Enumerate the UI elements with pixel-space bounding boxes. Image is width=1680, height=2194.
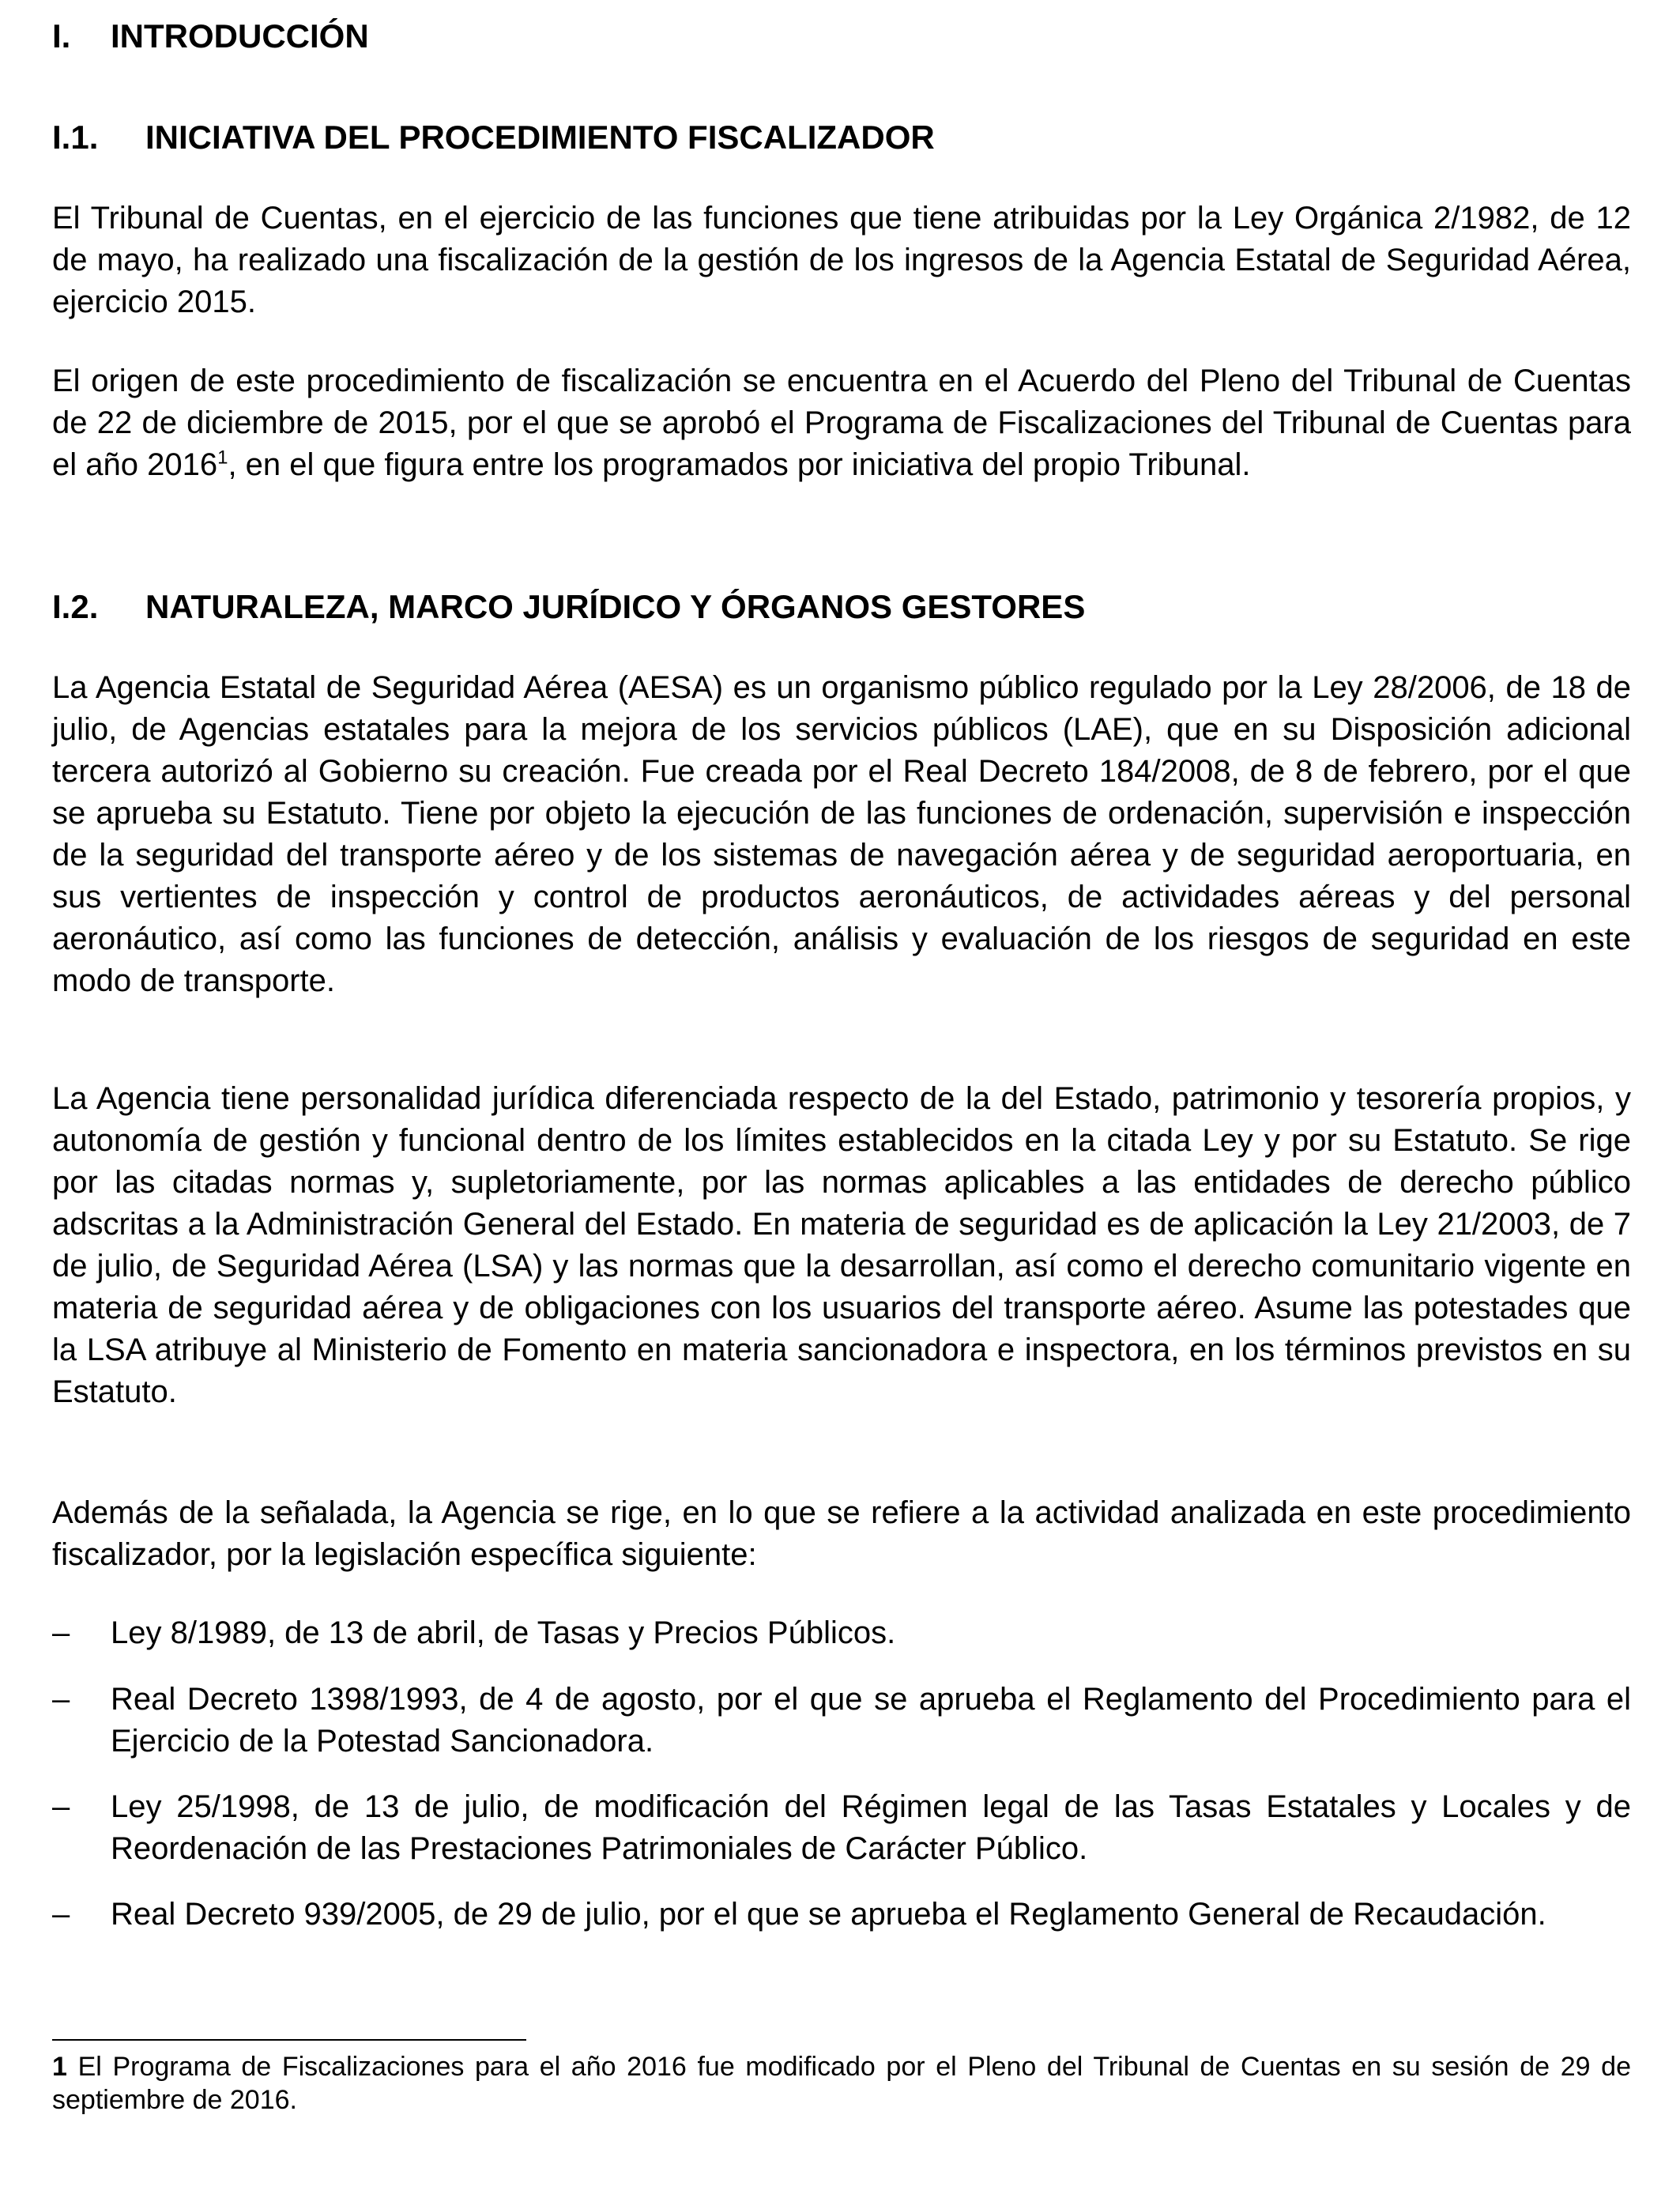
footnote-marker: 1 — [52, 2052, 67, 2082]
paragraph: La Agencia tiene personalidad jurídica diferenciada respecto de la del Estado, patrimonio y tesorería propios, y autonomía de gestión y funcional dentro de los límites establecidos en la citada Ley y por su Estatuto. Se rige por las citadas normas y, supletoriamente, por las normas aplicables a las entidades de derecho público adscritas a la Administración General del Estado. En materia de seguridad es de aplicación la Ley 21/2003, de 7 de julio, de Seguridad Aérea (LSA) y las normas que la desarrollan, así como el derecho comunitario vigente en materia de seguridad aérea y de obligaciones con los usuarios del transporte aéreo. Asume las potestades que la LSA atribuye al Ministerio de Fomento en materia sancionadora e inspectora, en los términos previstos en su Estatuto. — [52, 1081, 1631, 1409]
paragraph: La Agencia Estatal de Seguridad Aérea (AESA) es un organismo público regulado por la Ley 28/2006, de 18 de julio, de Agencias estatales para la mejora de los servicios públicos (LAE), que en su Disposición adicional tercera autorizó al Gobierno su creación. Fue creada por el Real Decreto 184/2008, de 8 de febrero, por el que se aprueba su Estatuto. Tiene por objeto la ejecución de las funciones de ordenación, supervisión e inspección de la seguridad del transporte aéreo y de los sistemas de navegación aérea y de seguridad aeroportuaria, en sus vertientes de inspección y control de productos aeronáuticos, de actividades aéreas y del personal aeronáutico, así como las funciones de detección, análisis y evaluación de los riesgos de seguridad en este modo de transporte. — [52, 670, 1631, 998]
paragraph: El Tribunal de Cuentas, en el ejercicio de las funciones que tiene atribuidas por la Ley Orgánica 2/1982, de 12 de mayo, ha realizado una fiscalización de la gestión de los ingresos de la Agencia Estatal de Seguridad Aérea, ejercicio 2015. — [52, 201, 1631, 319]
section-title: NATURALEZA, MARCO JURÍDICO Y ÓRGANOS GESTORES — [145, 588, 1086, 625]
list-item-text: Ley 8/1989, de 13 de abril, de Tasas y Precios Públicos. — [111, 1615, 896, 1650]
list-item-text: Real Decreto 939/2005, de 29 de julio, por el que se aprueba el Reglamento General de Recaudación. — [111, 1897, 1546, 1932]
list-item — [52, 1786, 1631, 1870]
list-item-text: Ley 25/1998, de 13 de julio, de modificación del Régimen legal de las Tasas Estatales y Locales y de Reordenación de las Prestaciones Patrimoniales de Carácter Público. — [111, 1789, 1631, 1866]
footnote — [52, 2050, 1631, 2117]
paragraph: Además de la señalada, la Agencia se rige, en lo que se refiere a la actividad analizada en este procedimiento fiscalizador, por la legislación específica siguiente: — [52, 1495, 1631, 1572]
bullet-marker: – — [52, 1897, 70, 1932]
bullet-marker: – — [52, 1682, 70, 1717]
list-item — [52, 1679, 1631, 1762]
paragraph-with-footnote-ref — [52, 360, 1631, 486]
paragraph-text: , en el que figura entre los programados por iniciativa del propio Tribunal. — [228, 447, 1251, 482]
footnote-reference: 1 — [217, 447, 228, 469]
footnote-divider — [52, 2039, 526, 2041]
list-item — [52, 1894, 1631, 1936]
chapter-heading — [52, 16, 369, 57]
list-item-text: Real Decreto 1398/1993, de 4 de agosto, por el que se aprueba el Reglamento del Procedimiento para el Ejercicio de la Potestad Sancionadora. — [111, 1682, 1631, 1759]
section-heading-2 — [52, 586, 1085, 628]
list-item — [52, 1612, 1631, 1654]
paragraph-text: El origen de este procedimiento de fiscalización se encuentra en el Acuerdo del Pleno del Tribunal de Cuentas de 22 de diciembre de 2015, por el que se aprobó el Programa de Fiscalizaciones del Tribunal de Cuentas para el año 2016 — [52, 364, 1631, 482]
section-heading-1 — [52, 117, 935, 158]
chapter-title: INTRODUCCIÓN — [111, 17, 369, 55]
footnote-text: El Programa de Fiscalizaciones para el año 2016 fue modificado por el Pleno del Tribunal de Cuentas en su sesión de 29 de septiembre de 2016. — [52, 2052, 1631, 2115]
bullet-marker: – — [52, 1615, 70, 1650]
section-title: INICIATIVA DEL PROCEDIMIENTO FISCALIZADOR — [145, 119, 935, 156]
chapter-number: I. — [52, 17, 71, 55]
section-number: I.2. — [52, 588, 99, 625]
bullet-marker: – — [52, 1789, 70, 1824]
section-number: I.1. — [52, 119, 99, 156]
